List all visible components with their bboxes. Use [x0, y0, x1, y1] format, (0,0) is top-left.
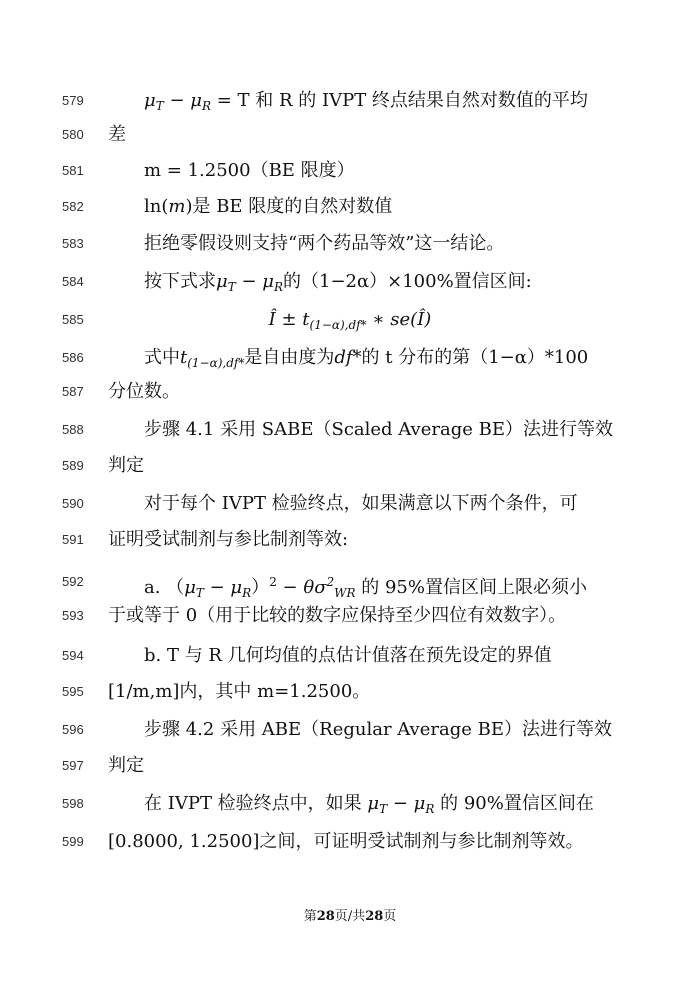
text-line [0, 155, 700, 187]
line-number: 579 [62, 93, 84, 108]
page-footer [0, 907, 700, 927]
line-number: 583 [62, 236, 84, 251]
line-text: b. T 与 R 几何均值的点估计值落在预先设定的界值 [144, 645, 552, 666]
line-text: 步骤 4.2 采用 ABE（Regular Average BE）法进行等效 [144, 719, 612, 740]
text-line [0, 342, 700, 374]
footer-prefix: 第 [303, 909, 317, 924]
text-line [0, 85, 700, 117]
line-text: ln(m)是 BE 限度的自然对数值 [144, 196, 393, 217]
text-line [0, 566, 700, 598]
text-line [0, 524, 700, 556]
text-line [0, 191, 700, 223]
line-number: 587 [62, 384, 84, 399]
text-line [0, 750, 700, 782]
line-number: 588 [62, 422, 84, 437]
text-line [0, 826, 700, 858]
line-number: 593 [62, 608, 84, 623]
line-number: 584 [62, 274, 84, 289]
line-text: 差 [108, 124, 126, 145]
line-number: 597 [62, 758, 84, 773]
line-text: 在 IVPT 检验终点中，如果 $\mu_T - \mu_R$ 的 90%置信区间在 [144, 793, 594, 816]
line-text: m = 1.2500（BE 限度） [144, 160, 355, 181]
line-number: 581 [62, 163, 84, 178]
line-text: a. $(\mu_T - \mu_R)^2 - \theta\sigma^2_{WR}$ 的 95%置信区间上限必须小 [144, 575, 587, 600]
line-number: 594 [62, 648, 84, 663]
line-text: 式中$t_{(1-\alpha),df*}$是自由度为df*的 t 分布的第（1−α）*100 [144, 347, 589, 370]
text-line [0, 119, 700, 151]
line-text: 证明受试制剂与参比制剂等效: [108, 529, 349, 550]
line-number: 582 [62, 199, 84, 214]
line-text: 对于每个 IVPT 检验终点，如果满意以下两个条件，可 [144, 493, 578, 514]
line-number: 596 [62, 722, 84, 737]
line-text: 分位数。 [108, 381, 180, 402]
line-number: 599 [62, 834, 84, 849]
line-number: 591 [62, 532, 84, 547]
text-line [0, 714, 700, 746]
text-line [0, 228, 700, 260]
footer-page-number: 28 [316, 909, 335, 924]
text-line [0, 600, 700, 632]
text-line [0, 304, 700, 336]
line-text: [1/m,m]内，其中 m=1.2500。 [108, 681, 371, 702]
text-line [0, 266, 700, 298]
line-text: $\mu_T - \mu_R = T$ 和 R 的 IVPT 终点结果自然对数值的平均 [144, 90, 588, 113]
line-number: 580 [62, 127, 84, 142]
line-text: 步骤 4.1 采用 SABE（Scaled Average BE）法进行等效 [144, 419, 613, 440]
line-text: [0.8000, 1.2500]之间，可证明受试制剂与参比制剂等效。 [108, 831, 584, 852]
line-number: 592 [62, 574, 84, 589]
line-text: 按下式求$\mu_T - \mu_R$的（1−2α）×100%置信区间: [144, 271, 532, 294]
text-line [0, 788, 700, 820]
text-line [0, 676, 700, 708]
line-number: 598 [62, 796, 84, 811]
line-text: 判定 [108, 455, 144, 476]
text-line [0, 376, 700, 408]
line-number: 590 [62, 496, 84, 511]
formula: Î ± $t_{(1-\alpha),df*}$ ∗ se(Î) [268, 309, 432, 332]
text-line [0, 450, 700, 482]
footer-suffix: 页 [383, 909, 397, 924]
line-number: 585 [62, 312, 84, 327]
text-line [0, 488, 700, 520]
footer-mid: 页/共 [334, 909, 366, 924]
line-number: 589 [62, 458, 84, 473]
text-line [0, 414, 700, 446]
line-number: 595 [62, 684, 84, 699]
line-text: 判定 [108, 755, 144, 776]
line-text: 于或等于 0（用于比较的数字应保持至少四位有效数字）。 [108, 605, 567, 626]
footer-total-pages: 28 [365, 909, 384, 924]
text-line [0, 640, 700, 672]
line-text: 拒绝零假设则支持“两个药品等效”这一结论。 [144, 233, 505, 254]
line-number: 586 [62, 350, 84, 365]
